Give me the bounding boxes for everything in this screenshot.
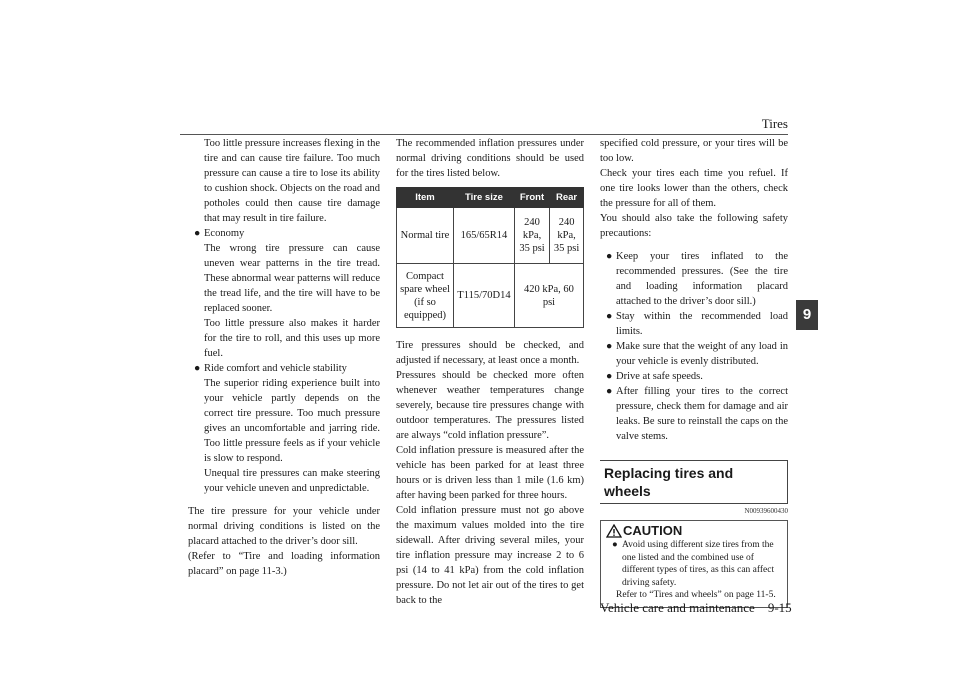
list-item (600, 369, 788, 384)
table-cell: Normal tire (397, 208, 454, 264)
paragraph-ride-1: The superior riding experience built into your vehicle partly depends on the correct tire pressure. Too much pressure gives an uncomfortable and jarring ride. Too little pressure feels as if your vehicle is slow to respond. (204, 378, 380, 464)
paragraph-pressure-intro: Too little pressure increases flexing in the tire and can cause tire failure. Too much pressure can cause a tire to lose its ability to cushion shock. Objects on the road and potholes could then cause tire damage that may result in tire failure. (204, 138, 380, 224)
list-item-text: Drive at safe speeds. (616, 371, 703, 382)
paragraph-max-pressure: Cold inflation pressure must not go above the maximum values molded into the tire sidewall. After driving several miles, your tire inflation pressure may increase 2 to 6 psi (14 to 41 kPa) from the cold inflation pressure. Do not let air out of the tires to get back to the (396, 505, 584, 606)
bullet-ride (188, 361, 380, 376)
table-cell: Compact spare wheel (if so equipped) (397, 264, 454, 328)
table-cell: 240 kPa, 35 psi (550, 208, 584, 264)
list-item (600, 249, 788, 309)
paragraph-reference[interactable]: (Refer to “Tire and loading information placard” on page 11-3.) (188, 551, 380, 577)
caution-title (606, 523, 782, 539)
table-cell: 240 kPa, 35 psi (514, 208, 549, 264)
bullet-icon: ● (194, 228, 201, 239)
caution-bullet (606, 539, 782, 589)
paragraph-economy-1: The wrong tire pressure can cause uneven wear patterns in the tire tread. These abnormal wear patterns will reduce the tread life, and the tire will have to be replaced sooner. (204, 243, 380, 314)
table-cell: 420 kPa, 60 psi (514, 264, 583, 328)
table-row (397, 264, 584, 328)
list-item-text: After filling your tires to the correct pressure, check them for damage and air leaks. Be sure to reinstall the caps on the valve stems. (616, 386, 788, 442)
list-item (600, 339, 788, 369)
table-header: Rear (550, 188, 584, 208)
table-cell: T115/70D14 (454, 264, 515, 328)
page-footer: Vehicle care and maintenance 9-15 (600, 600, 792, 615)
list-item-text: Make sure that the weight of any load in your vehicle is evenly distributed. (616, 341, 788, 367)
caution-text: Avoid using different size tires from the one listed and the combined use of different types of tires, as this can affect driving safety. (622, 540, 775, 588)
bullet-icon: ● (194, 363, 201, 374)
bullet-label: Economy (204, 228, 245, 239)
table-header: Item (397, 188, 454, 208)
paragraph-placard: The tire pressure for your vehicle under normal driving conditions is listed on the placard attached to the driver’s door sill. (188, 506, 380, 547)
table-header-row (397, 188, 584, 208)
table-cell: 165/65R14 (454, 208, 515, 264)
warning-icon (606, 524, 622, 538)
bullet-icon: ● (606, 386, 613, 397)
bullet-icon: ● (606, 311, 613, 322)
bullet-icon: ● (612, 540, 618, 550)
column-3 (600, 136, 788, 608)
list-item-text: Stay within the recommended load limits. (616, 311, 788, 337)
caution-reference[interactable]: Refer to “Tires and wheels” on page 11-5. (616, 590, 776, 600)
bullet-icon: ● (606, 371, 613, 382)
bullet-economy (188, 226, 380, 241)
table-row (397, 208, 584, 264)
paragraph-continued: specified cold pressure, or your tires will be too low. (600, 138, 788, 164)
section-heading: Replacing tires and wheels (600, 460, 788, 504)
caution-box (600, 520, 788, 608)
table-header: Tire size (454, 188, 515, 208)
list-item-text: Keep your tires inflated to the recommended pressures. (See the tire and loading information placard attached to the driver’s door sill.) (616, 251, 788, 307)
paragraph-ride-2: Unequal tire pressures can make steering your vehicle uneven and unpredictable. (204, 468, 380, 494)
paragraph-check-monthly: Tire pressures should be checked, and adjusted if necessary, at least once a month. (396, 340, 584, 366)
header-rule (180, 134, 788, 135)
table-header: Front (514, 188, 549, 208)
bullet-icon: ● (606, 341, 613, 352)
column-2 (396, 136, 584, 608)
paragraph-economy-2: Too little pressure also makes it harder for the tire to roll, and this uses up more fuel. (204, 318, 380, 359)
caution-label: CAUTION (623, 523, 683, 538)
section-title: Tires (761, 116, 788, 131)
paragraph-recommended: The recommended inflation pressures under normal driving conditions should be used for the tires listed below. (396, 138, 584, 179)
paragraph-refuel: Check your tires each time you refuel. If one tire looks lower than the others, check the pressure for all of them. (600, 168, 788, 209)
bullet-label: Ride comfort and vehicle stability (204, 363, 347, 374)
document-code: N00939600430 (744, 507, 788, 515)
chapter-tab[interactable]: 9 (796, 300, 818, 330)
paragraph-safety: You should also take the following safety precautions: (600, 213, 788, 239)
paragraph-cold-inflation: Cold inflation pressure is measured after the vehicle has been parked for at least three hours or is driven less than 1 mile (1.6 km) after having been parked for three hours. (396, 445, 584, 501)
paragraph-weather: Pressures should be checked more often whenever weather temperatures change severely, because tire pressures change with outdoor temperatures. The pressures listed are always “cold inflation pressure”. (396, 370, 584, 441)
bullet-icon: ● (606, 251, 613, 262)
list-item (600, 309, 788, 339)
list-item (600, 384, 788, 444)
column-1 (188, 136, 380, 579)
inflation-pressure-table (396, 187, 584, 328)
